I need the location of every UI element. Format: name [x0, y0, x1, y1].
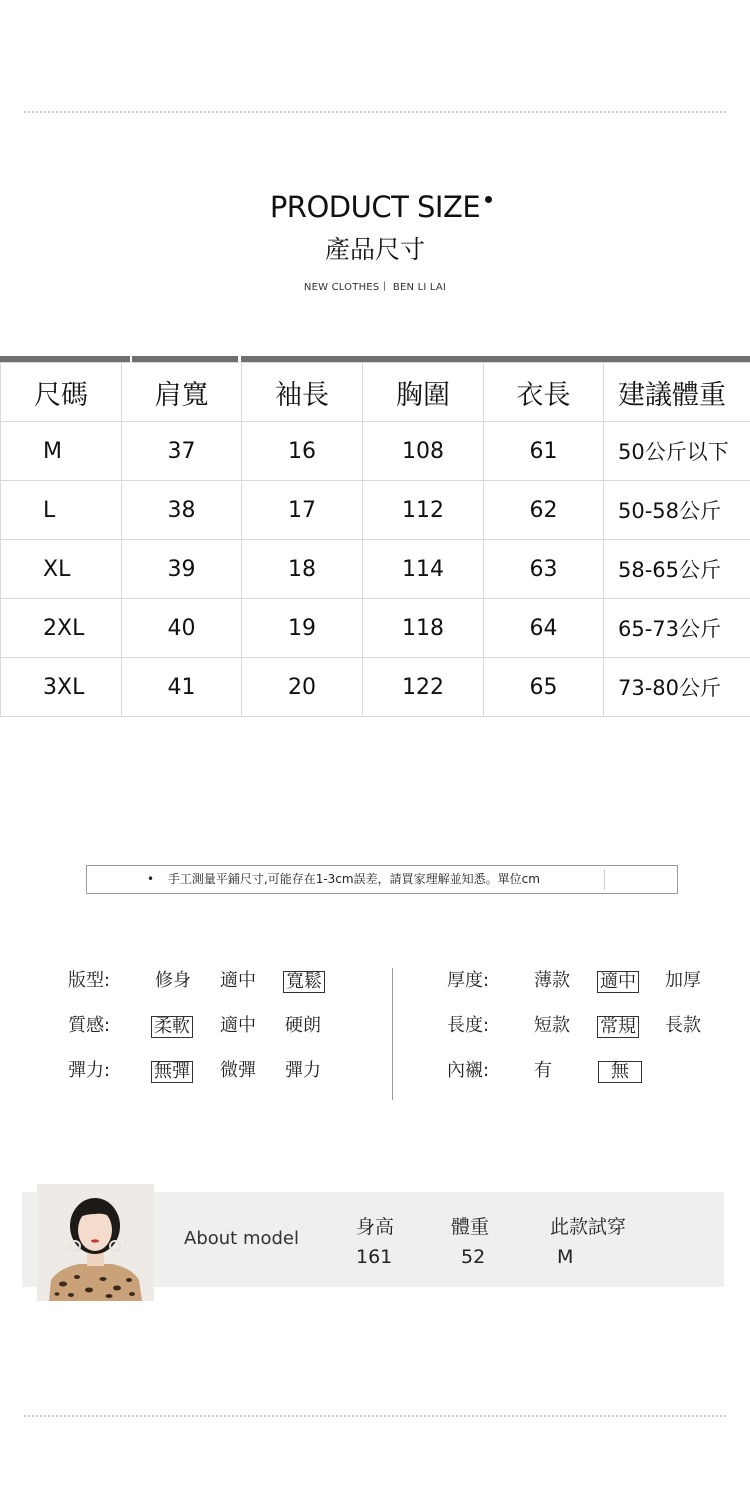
attr-option-selected: 柔軟	[151, 1016, 193, 1038]
top-dotted-divider	[24, 111, 726, 113]
cell-shoulder: 39	[122, 540, 242, 599]
attr-option: 有	[534, 1060, 552, 1081]
about-model-label: About model	[184, 1228, 299, 1249]
page-header	[0, 190, 750, 293]
cell-chest: 108	[363, 422, 484, 481]
attr-option: 短款	[534, 1015, 570, 1036]
attr-row-lining	[0, 1058, 750, 1084]
cell-length: 63	[484, 540, 604, 599]
attr-label: 彈力:	[68, 1060, 111, 1081]
header-chest: 胸圍	[363, 363, 484, 422]
cell-size: XL	[1, 540, 122, 599]
cell-size: 2XL	[1, 599, 122, 658]
note-bullet: •	[147, 872, 155, 886]
page-title-zh: 產品尺寸	[324, 235, 425, 264]
model-height-value: 161	[356, 1246, 393, 1268]
cell-length: 61	[484, 422, 604, 481]
note-divider	[604, 869, 605, 890]
attr-option-selected: 寬鬆	[283, 971, 325, 993]
attr-option: 加厚	[665, 970, 701, 991]
cell-sleeve: 19	[242, 599, 363, 658]
cell-shoulder: 41	[122, 658, 242, 717]
attr-label: 內襯:	[447, 1060, 490, 1081]
measurement-note	[86, 865, 678, 894]
cell-shoulder: 38	[122, 481, 242, 540]
table-row	[1, 658, 750, 717]
table-row	[1, 540, 750, 599]
attr-option: 適中	[220, 970, 256, 991]
attr-option-selected: 無彈	[151, 1061, 193, 1083]
bottom-dotted-divider	[24, 1415, 726, 1417]
attr-option-selected: 常規	[597, 1016, 639, 1038]
cell-chest: 114	[363, 540, 484, 599]
size-table-header-row	[1, 363, 750, 422]
header-weight: 建議體重	[604, 363, 750, 422]
fabric-attributes	[0, 968, 750, 1103]
attr-label: 厚度:	[447, 970, 490, 991]
cell-chest: 118	[363, 599, 484, 658]
cell-sleeve: 16	[242, 422, 363, 481]
page-title-en	[270, 190, 480, 224]
cell-size: 3XL	[1, 658, 122, 717]
header-length: 衣長	[484, 363, 604, 422]
model-size-value: M	[557, 1246, 574, 1268]
cell-weight: 65-73公斤	[604, 599, 750, 658]
cell-weight: 50-58公斤	[604, 481, 750, 540]
page-subtitle: NEW CLOTHES丨 BEN LI LAI	[303, 282, 447, 293]
cell-weight: 58-65公斤	[604, 540, 750, 599]
cell-length: 64	[484, 599, 604, 658]
attr-option: 硬朗	[285, 1015, 321, 1036]
cell-size: L	[1, 481, 122, 540]
attr-option-selected: 適中	[597, 971, 639, 993]
attr-option: 微彈	[220, 1060, 256, 1081]
model-weight-label: 體重	[451, 1216, 490, 1238]
attr-option: 彈力	[285, 1060, 321, 1081]
attr-option: 適中	[220, 1015, 256, 1036]
attr-row-length	[0, 1013, 750, 1039]
attr-label: 質感:	[68, 1015, 111, 1036]
model-photo	[37, 1184, 154, 1301]
table-row	[1, 422, 750, 481]
attr-label: 版型:	[68, 970, 111, 991]
model-weight-value: 52	[461, 1246, 486, 1268]
attr-option-selected: 無	[598, 1061, 642, 1083]
cell-shoulder: 40	[122, 599, 242, 658]
cell-size: M	[1, 422, 122, 481]
cell-length: 62	[484, 481, 604, 540]
title-dot-icon	[485, 196, 492, 203]
attributes-divider	[392, 968, 393, 1100]
model-portrait-image	[37, 1184, 154, 1301]
cell-chest: 122	[363, 658, 484, 717]
size-table	[0, 362, 750, 717]
cell-sleeve: 20	[242, 658, 363, 717]
table-row	[1, 481, 750, 540]
header-shoulder: 肩寬	[122, 363, 242, 422]
table-row	[1, 599, 750, 658]
note-text: 手工測量平鋪尺寸,可能存在1-3cm誤差，請買家理解並知悉。單位cm	[167, 872, 540, 886]
title-en-text: PRODUCT SIZE	[269, 190, 481, 224]
cell-weight: 50公斤以下	[604, 422, 750, 481]
header-sleeve: 袖長	[242, 363, 363, 422]
attr-option: 薄款	[534, 970, 570, 991]
model-height-label: 身高	[356, 1216, 395, 1238]
attr-row-thickness	[0, 968, 750, 994]
cell-sleeve: 17	[242, 481, 363, 540]
attr-option: 長款	[665, 1015, 701, 1036]
cell-chest: 112	[363, 481, 484, 540]
cell-shoulder: 37	[122, 422, 242, 481]
attr-label: 長度:	[447, 1015, 490, 1036]
header-size: 尺碼	[1, 363, 122, 422]
attr-option: 修身	[155, 970, 191, 991]
cell-length: 65	[484, 658, 604, 717]
cell-weight: 73-80公斤	[604, 658, 750, 717]
cell-sleeve: 18	[242, 540, 363, 599]
model-size-label: 此款試穿	[550, 1216, 627, 1238]
